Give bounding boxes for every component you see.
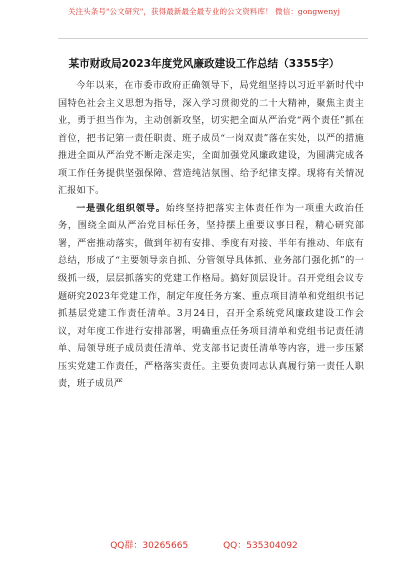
qq-group-text: QQ群：30265665: [110, 541, 189, 551]
paragraph-text: 始终坚持把落实主体责任作为一项重大政治任务，围绕全面从严治党目标任务，坚持摆上重要议事日程，精心研究部署，严密推动落实，做到年初有安排、季度有对接、半年有推动、年底有总结，形成了“主要领导亲自抓、分管领导具体抓、业务部门强化抓”的一级抓一级，层层抓落实的党建工作格局。搞好顶层设计。召开党组会议专题研究2023年党建工作，制定年度任务方案、重点项目清单和党组织书记抓基层党建工作责任清单。3月24日，召开全系统党风廉政建设工作会议，对年度工作进行安排部署，明确重点任务项目清单和党组书记责任清单、局领导班子成员责任清单、党支部书记责任清单等内容，进一步压紧压实党建工作责任，严格落实责任。主要负责同志认真履行第一责任人职责，班子成员严: [58, 203, 364, 390]
paragraph-lead: 一是强化组织领导。: [76, 203, 166, 214]
promo-banner: 关注头条号"公文研究"，获得最新最全最专业的公文资料库！ 微信：gongwenyj: [67, 7, 341, 16]
contact-footer: [0, 538, 408, 551]
paragraph-text: 今年以来，在市委市政府正确领导下，局党组坚持以习近平新时代中国特色社会主义思想为指导，深入学习贯彻党的二十大精神，聚焦主责主业，勇于担当作为，主动创新攻坚，切实把全面从严治党“两个责任”抓在首位，把书记第一责任职责、班子成员“一岗双责”落在实处，以严的措施推进全面从严治党不断走深走实，全面加强党风廉政建设，为圆满完成各项工作任务提供坚强保障、营造纯洁氛围、给予纪律支撑。现将有关情况汇报如下。: [58, 81, 364, 197]
document-body: [58, 78, 364, 394]
header-divider: [58, 38, 368, 39]
paragraph-intro: [58, 78, 364, 201]
qq-number-text: QQ：535304092: [223, 541, 298, 551]
document-title: 某市财政局2023年度党风廉政建设工作总结（3355字）: [68, 58, 340, 70]
paragraph-organization: [58, 201, 364, 394]
